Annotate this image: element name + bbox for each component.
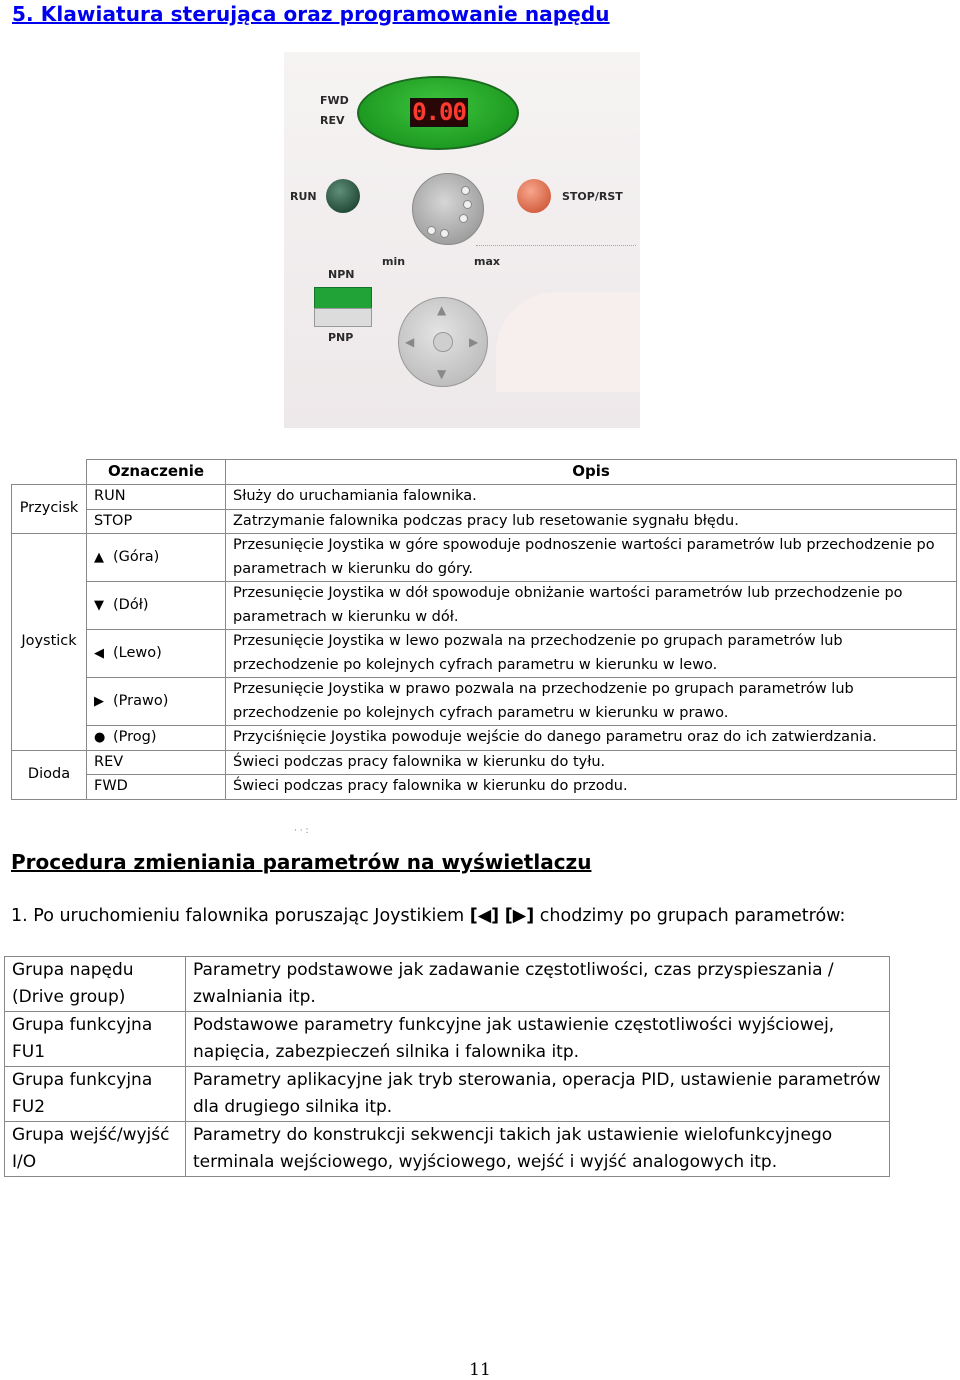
pnp-switch-half	[314, 308, 372, 327]
table-row	[12, 509, 957, 534]
knob-dot	[440, 229, 449, 238]
step-number: 1	[11, 906, 23, 926]
section-title: 5. Klawiatura sterująca oraz programowanie napędu	[12, 2, 610, 26]
npn-label: NPN	[328, 268, 355, 281]
group-name: Grupa wejść/wyjść I/O	[5, 1122, 186, 1177]
row-desc: Służy do uruchamiania falownika.	[226, 485, 957, 510]
joystick-down-icon[interactable]: ▼	[437, 367, 447, 381]
knob-dot	[463, 200, 472, 209]
group-desc: Parametry podstawowe jak zadawanie częstotliwości, czas przyspieszania / zwalniania itp.	[186, 957, 890, 1012]
row-mark: ▼ (Dół)	[87, 582, 226, 630]
row-mark: STOP	[87, 509, 226, 534]
row-mark: ▲ (Góra)	[87, 534, 226, 582]
down-arrow-icon: ▼	[94, 597, 104, 613]
row-mark: RUN	[87, 485, 226, 510]
keypad-illustration	[284, 52, 640, 428]
lcd-display	[357, 76, 519, 150]
table-row	[12, 485, 957, 510]
header-oznaczenie: Oznaczenie	[87, 460, 226, 485]
row-desc: Przesunięcie Joystika w dół spowoduje obniżanie wartości parametrów lub przechodzenie po parametrach w kierunku w dół.	[226, 582, 957, 630]
rev-indicator-label: REV	[320, 114, 345, 127]
knob-dot	[427, 226, 436, 235]
run-label: RUN	[290, 190, 317, 203]
row-desc: Przesunięcie Joystika w góre spowoduje podnoszenie wartości parametrów lub przechodzenie po parametrach w kierunku do góry.	[226, 534, 957, 582]
stop-reset-label: STOP/RST	[562, 190, 623, 203]
group-name: Grupa funkcyjna FU1	[5, 1012, 186, 1067]
knob-dot	[459, 214, 468, 223]
page-number: 11	[469, 1360, 491, 1380]
table-header-row	[12, 460, 957, 485]
scan-artifact: · · :	[294, 826, 309, 836]
procedure-step-1	[11, 906, 845, 926]
table-row	[5, 1012, 890, 1067]
prog-dot-icon: ●	[94, 730, 106, 745]
joystick[interactable]	[398, 297, 488, 387]
table-row	[12, 678, 957, 726]
npn-pnp-switch[interactable]	[314, 287, 372, 309]
group-name: Grupa napędu (Drive group)	[5, 957, 186, 1012]
row-mark: FWD	[87, 775, 226, 800]
row-desc: Przyciśnięcie Joystika powoduje wejście do danego parametru oraz do ich zatwierdzania.	[226, 726, 957, 751]
category-dioda: Dioda	[12, 750, 87, 799]
parameter-groups-table	[4, 956, 890, 1177]
joystick-surround	[496, 292, 640, 392]
table-row	[5, 1067, 890, 1122]
row-mark: ● (Prog)	[87, 726, 226, 751]
step-text-b: chodzimy po grupach parametrów:	[534, 906, 846, 926]
up-arrow-icon: ▲	[94, 549, 104, 565]
joystick-right-icon[interactable]: ▶	[469, 335, 479, 349]
table-row	[12, 630, 957, 678]
row-desc: Zatrzymanie falownika podczas pracy lub resetowanie sygnału błędu.	[226, 509, 957, 534]
step-text-a: . Po uruchomieniu falownika poruszając Joystikiem	[22, 906, 470, 926]
table-row	[5, 1122, 890, 1177]
run-button[interactable]	[326, 179, 360, 213]
knob-dot	[461, 186, 470, 195]
group-desc: Podstawowe parametry funkcyjne jak ustawienie częstotliwości wyjściowej, napięcia, zabezpieczeń silnika i falownika itp.	[186, 1012, 890, 1067]
group-name: Grupa funkcyjna FU2	[5, 1067, 186, 1122]
table-row	[5, 957, 890, 1012]
table-row	[12, 750, 957, 775]
frequency-knob[interactable]	[412, 173, 484, 245]
keypad-description-table	[11, 459, 957, 800]
row-mark: ◀ (Lewo)	[87, 630, 226, 678]
category-przycisk: Przycisk	[12, 485, 87, 534]
right-arrow-icon: ▶	[94, 693, 104, 709]
joystick-left-icon[interactable]: ◀	[405, 335, 415, 349]
left-key-icon: [◀]	[469, 906, 500, 926]
stop-reset-button[interactable]	[517, 179, 551, 213]
group-desc: Parametry aplikacyjne jak tryb sterowania, operacja PID, ustawienie parametrów dla drugiego silnika itp.	[186, 1067, 890, 1122]
header-opis: Opis	[226, 460, 957, 485]
category-joystick: Joystick	[12, 534, 87, 751]
empty-corner	[12, 460, 87, 485]
min-label: min	[382, 255, 406, 268]
table-row	[12, 534, 957, 582]
row-mark: ▶ (Prawo)	[87, 678, 226, 726]
fwd-indicator-label: FWD	[320, 94, 349, 107]
procedure-title: Procedura zmieniania parametrów na wyświetlaczu	[11, 850, 592, 874]
group-desc: Parametry do konstrukcji sekwencji takich jak ustawienie wielofunkcyjnego terminala wejściowego, wyjściowego, wejść i wyjść analogowych itp.	[186, 1122, 890, 1177]
table-row	[12, 582, 957, 630]
row-desc: Świeci podczas pracy falownika w kierunku do przodu.	[226, 775, 957, 800]
table-row	[12, 775, 957, 800]
max-label: max	[474, 255, 500, 268]
row-desc: Przesunięcie Joystika w lewo pozwala na przechodzenie po grupach parametrów lub przechodzenie po kolejnych cyfrach parametru w kierunku w lewo.	[226, 630, 957, 678]
joystick-prog-button[interactable]	[433, 332, 453, 352]
lcd-readout: 0.00	[410, 98, 468, 127]
table-row	[12, 726, 957, 751]
pnp-label: PNP	[328, 331, 354, 344]
left-arrow-icon: ◀	[94, 645, 104, 661]
row-desc: Przesunięcie Joystika w prawo pozwala na przechodzenie po grupach parametrów lub przechodzenie po kolejnych cyfrach parametru w kierunku w prawo.	[226, 678, 957, 726]
right-key-icon: [▶]	[504, 906, 535, 926]
row-mark: REV	[87, 750, 226, 775]
joystick-up-icon[interactable]: ▲	[437, 303, 447, 317]
row-desc: Świeci podczas pracy falownika w kierunku do tyłu.	[226, 750, 957, 775]
divider-dotted	[476, 245, 636, 246]
